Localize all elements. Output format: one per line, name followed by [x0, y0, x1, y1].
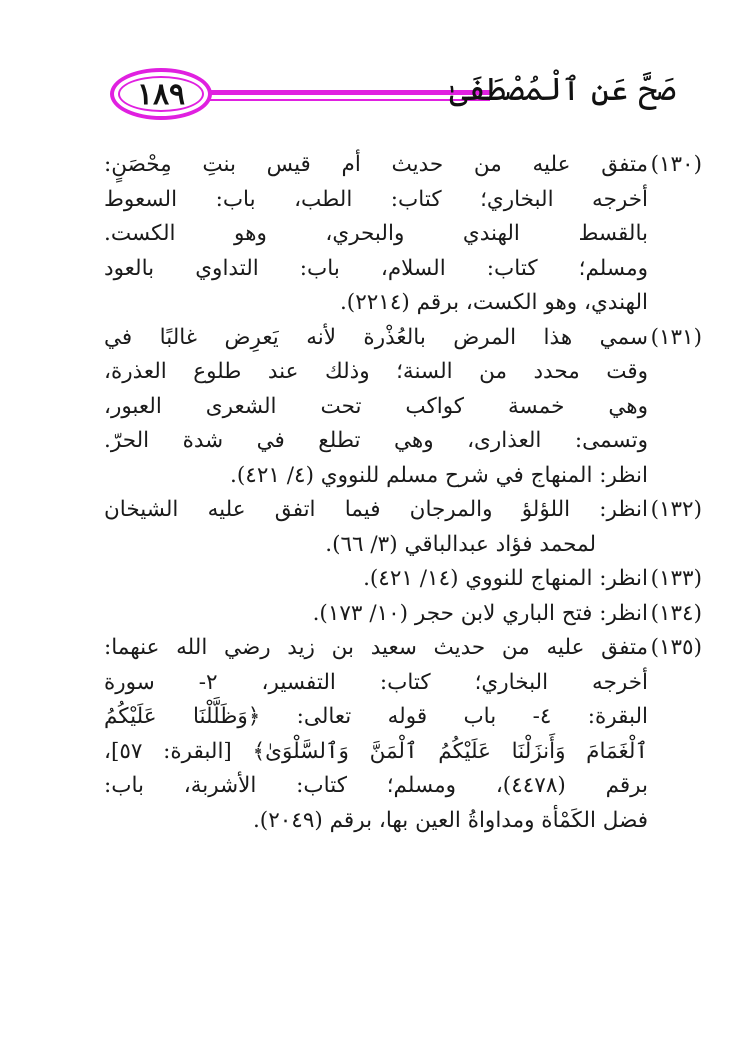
header-title: صَحَّ عَنِ ٱلْمُصْطَفَىٰ: [449, 70, 676, 108]
header-rule: [210, 90, 490, 95]
footnote-number: (١٣٥): [650, 635, 702, 660]
footnote-line: بالقسط الهندي والبحري، وهو الكست.: [104, 221, 648, 246]
footnote-132: [104, 493, 702, 562]
footnote-line: أخرجه البخاري؛ كتاب: الطب، باب: السعوط: [104, 186, 648, 212]
footnote-line: متفق عليه من حديث سعيد بن زيد رضي الله عنهما:: [104, 635, 648, 660]
footnote-line: انظر: المنهاج في شرح مسلم للنووي (٤/ ٤٢١).: [230, 462, 648, 488]
footnote-line: انظر: فتح الباري لابن حجر (١٠/ ١٧٣).: [312, 600, 648, 626]
footnote-line: برقم (٤٤٧٨)، ومسلم؛ كتاب: الأشربة، باب:: [104, 773, 649, 798]
page-header: [100, 62, 680, 132]
footnote-line: سمي هذا المرض بالعُذْرة لأنه يَعرِض غالبًا في: [104, 324, 648, 350]
footnote-line: الهندي، وهو الكست، برقم (٢٢١٤).: [339, 290, 648, 315]
footnote-number: (١٣٠): [650, 152, 702, 177]
footnote-130: [104, 148, 702, 321]
footnote-number: (١٣١): [650, 324, 702, 350]
footnote-line: متفق عليه من حديث أم قيس بنتِ مِحْصَنٍ:: [104, 152, 648, 177]
footnote-line: انظر: المنهاج للنووي (١٤/ ٤٢١).: [363, 566, 648, 591]
footnote-line: ومسلم؛ كتاب: السلام، باب: التداوي بالعود: [104, 255, 648, 281]
footnote-line: البقرة: ٤- باب قوله تعالى: ﴿وَظَلَّلْنَا عَلَيْكُمُ: [104, 704, 649, 729]
footnote-133: [104, 562, 702, 597]
footnote-line: وهي خمسة كواكب تحت الشعرى العبور،: [104, 393, 648, 419]
footnote-number: (١٣٢): [650, 497, 702, 522]
page-number: ١٨٩: [136, 76, 186, 112]
footnote-line: وقت محدد من السنة؛ وذلك عند طلوع العذرة،: [104, 359, 648, 384]
footnote-131: [104, 321, 702, 494]
footnote-line: أخرجه البخاري؛ كتاب: التفسير، ٢- سورة: [104, 669, 648, 695]
footnote-134: [104, 597, 702, 632]
footnotes: [104, 148, 702, 838]
footnote-number: (١٣٤): [650, 600, 702, 626]
footnote-line: انظر: اللؤلؤ والمرجان فيما اتفق عليه الشيخان: [104, 497, 648, 522]
footnote-line: ٱلْغَمَامَ وَأَنزَلْنَا عَلَيْكُمُ ٱلْمَنَّ وَٱلسَّلْوَىٰ﴾ [البقرة: ٥٧]،: [104, 738, 648, 764]
footnote-line: فضل الكَمْأة ومداواةُ العين بها، برقم (٢٠٤٩).: [252, 807, 648, 833]
header-rule-thin: [210, 99, 490, 101]
footnote-line: وتسمى: العذارى، وهي تطلع في شدة الحرّ.: [104, 428, 648, 453]
page-number-oval: [110, 68, 212, 120]
footnote-135: [104, 631, 702, 838]
footnote-line: لمحمد فؤاد عبدالباقي (٣/ ٦٦).: [325, 531, 596, 557]
footnote-number: (١٣٣): [650, 566, 702, 591]
